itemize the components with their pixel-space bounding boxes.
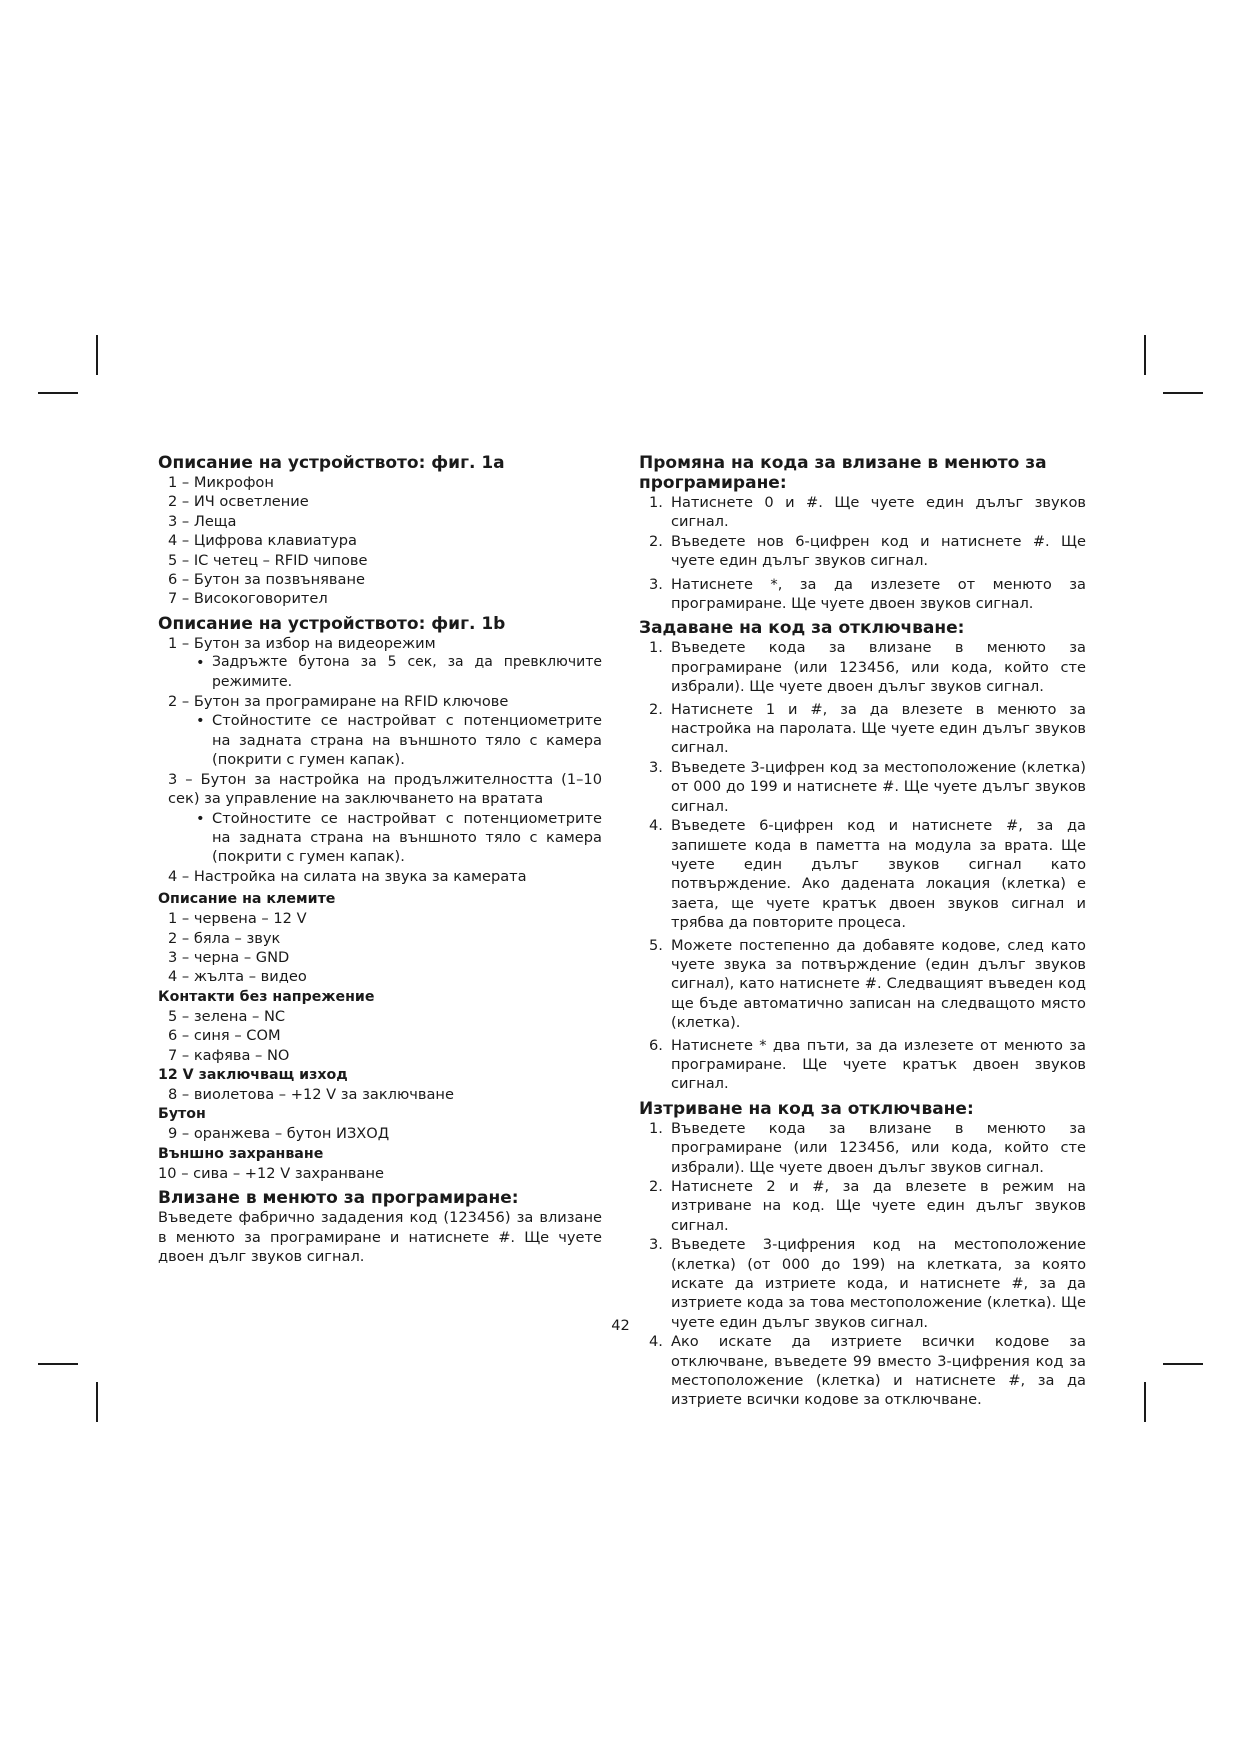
item-number: 4.	[649, 817, 663, 835]
numbered-item	[639, 532, 1086, 571]
heading-lock-output: 12 V заключващ изход	[158, 1066, 348, 1083]
crop-mark	[96, 1382, 98, 1422]
heading-terminals: Описание на клемите	[158, 891, 336, 908]
numbered-item	[639, 700, 1086, 758]
list-item: 3 – черна – GND	[168, 948, 290, 966]
item-number: 5.	[649, 936, 663, 954]
list-item: 1 – Бутон за избор на видеорежим	[168, 634, 436, 652]
item-text: Натиснете 1 и #, за да влезете в менюто за настройка на паролата. Ще чуете един дълъг звуков сигнал.	[671, 700, 1086, 757]
crop-mark	[1144, 335, 1146, 375]
bullet-text: Стойностите се настройват с потенциометрите на задната страна на външното тяло с камера (покрити с гумен капак).	[212, 809, 602, 866]
item-text: Ако искате да изтриете всички кодове за отключване, въведете 99 вместо 3-цифрения код за местоположение (клетка) и натиснете #, за да изтриете всички кодове за отключване.	[671, 1333, 1086, 1409]
list-item: 5 – зелена – NC	[168, 1007, 286, 1025]
numbered-item	[639, 638, 1086, 696]
heading-fig1b: Описание на устройството: фиг. 1b	[158, 613, 506, 634]
item-number: 3.	[649, 758, 663, 776]
item-number: 6.	[649, 1036, 663, 1054]
numbered-item	[639, 1036, 1086, 1094]
list-item: 5 – IC четец – RFID чипове	[168, 551, 368, 569]
fig1a-list	[158, 473, 602, 609]
list-item: 2 – ИЧ осветление	[168, 493, 309, 511]
item-text: Въведете кода за влизане в менюто за програмиране (или 123456, или кода, който сте избрали). Ще чуете двоен дълъг звуков сигнал.	[671, 1119, 1086, 1176]
paragraph: Въведете фабрично зададения код (123456) за влизане в менюто за програмиране и натиснете #. Ще чуете двоен дълг звуков сигнал.	[158, 1209, 602, 1265]
dry-contacts-list	[158, 1007, 602, 1065]
numbered-item	[639, 816, 1086, 932]
item-number: 3.	[649, 1236, 663, 1254]
heading-button: Бутон	[158, 1106, 206, 1123]
bullet-item	[158, 809, 602, 867]
item-number: 4.	[649, 1333, 663, 1351]
list-item: 6 – Бутон за позвъняване	[168, 571, 365, 589]
list-item: 4 – жълта – видео	[168, 968, 307, 986]
heading-dry-contacts: Контакти без напрежение	[158, 988, 375, 1005]
bullet-item	[158, 711, 602, 769]
item-number: 2.	[649, 700, 663, 718]
list-item: 7 – Високоговорител	[168, 590, 328, 608]
bullet-text: Стойностите се настройват с потенциометрите на задната страна на външното тяло с камера (покрити с гумен капак).	[212, 712, 602, 769]
heading-set-code: Задаване на код за отключване:	[639, 618, 965, 639]
crop-mark	[1163, 1363, 1203, 1365]
numbered-item	[639, 758, 1086, 816]
item-number: 2.	[649, 1178, 663, 1195]
item-text: Натиснете 0 и #. Ще чуете един дълъг звуков сигнал.	[671, 494, 1086, 531]
numbered-item	[639, 936, 1086, 1033]
heading-external-power: Външно захранване	[158, 1145, 324, 1162]
bullet-icon: •	[196, 809, 205, 827]
item-text: Въведете 3-цифрен код за местоположение (клетка) от 000 до 199 и натиснете #. Ще чуете дълъг звуков сигнал.	[671, 758, 1086, 815]
item-number: 1.	[649, 494, 663, 511]
numbered-item	[639, 575, 1086, 614]
item-text: Въведете 6-цифрен код и натиснете #, за да запишете кода в паметта на модула за врата. Ще чуете един дълъг звуков сигнал като потвърждение. Ако дадената локация (клетка) е заета, ще чуете кратък двоен звуков сигнал и трябва да повторите процеса.	[671, 817, 1086, 932]
numbered-item	[639, 1119, 1086, 1177]
list-item: 7 – кафява – NO	[168, 1046, 290, 1064]
item-number: 3.	[649, 575, 663, 593]
list-item: 1 – червена – 12 V	[168, 910, 307, 928]
terminal-list	[158, 909, 602, 987]
crop-mark	[1144, 1382, 1146, 1422]
item-text: Натиснете 2 и #, за да влезете в режим на изтриване на код. Ще чуете един дълъг звуков сигнал.	[671, 1178, 1086, 1234]
list-item: 4 – Настройка на силата на звука за камерата	[168, 867, 527, 885]
left-column	[158, 453, 602, 1266]
crop-mark	[38, 392, 78, 394]
item-text: Натиснете *, за да излезете от менюто за програмиране. Ще чуете двоен звуков сигнал.	[671, 575, 1086, 613]
heading-change-code: Промяна на кода за влизане в менюто за програмиране:	[639, 453, 1047, 493]
list-item: 10 – сива – +12 V захранване	[158, 1164, 384, 1182]
list-item: 6 – синя – COM	[168, 1027, 281, 1045]
heading-enter-menu: Влизане в менюто за програмиране:	[158, 1188, 519, 1209]
numbered-item	[639, 493, 1086, 532]
list-item: 1 – Микрофон	[168, 474, 274, 491]
item-number: 1.	[649, 1119, 663, 1137]
item-number: 1.	[649, 639, 663, 657]
numbered-item	[639, 1332, 1086, 1410]
list-item: 2 – бяла – звук	[168, 929, 281, 947]
heading-fig1a: Описание на устройството: фиг. 1a	[158, 453, 505, 473]
crop-mark	[96, 335, 98, 375]
item-text: Можете постепенно да добавяте кодове, след като чуете звука за потвърждение (един дълъг звуков сигнал), като натиснете #. Следващият въведен код ще бъде автоматично записан на следващото място (клетка).	[671, 936, 1086, 1032]
list-item: 9 – оранжева – бутон ИЗХОД	[168, 1125, 390, 1143]
item-text: Въведете 3-цифрения код на местоположение (клетка) (от 000 до 199) на клетката, за която искате да изтриете кода, и натиснете #, за да изтриете кода за това местоположение (клетка). Ще чуете един дълъг звуков сигнал.	[671, 1236, 1086, 1331]
page-number: 42	[611, 1317, 630, 1334]
list-item: 3 – Бутон за настройка на продължителността (1–10 сек) за управление на заключването на вратата	[168, 770, 602, 808]
numbered-item	[639, 1177, 1086, 1235]
list-item: 4 – Цифрова клавиатура	[168, 532, 357, 550]
crop-mark	[38, 1363, 78, 1365]
item-number: 2.	[649, 532, 663, 550]
bullet-icon: •	[196, 712, 205, 730]
crop-mark	[1163, 392, 1203, 394]
right-column	[639, 453, 1086, 1410]
item-text: Натиснете * два пъти, за да излезете от менюто за програмиране. Ще чуете кратък двоен звуков сигнал.	[671, 1036, 1086, 1093]
heading-delete-code: Изтриване на код за отключване:	[639, 1098, 974, 1119]
item-text: Въведете кода за влизане в менюто за програмиране (или 123456, или кода, който сте избрали). Ще чуете двоен дълъг звуков сигнал.	[671, 639, 1086, 696]
list-item: 2 – Бутон за програмиране на RFID ключове	[168, 693, 509, 711]
bullet-text: Задръжте бутона за 5 сек, за да превключите режимите.	[212, 654, 602, 690]
bullet-item	[158, 653, 602, 692]
item-text: Въведете нов 6-цифрен код и натиснете #. Ще чуете един дълъг звуков сигнал.	[671, 532, 1086, 570]
bullet-icon: •	[196, 654, 205, 672]
list-item: 8 – виолетова – +12 V за заключване	[168, 1085, 454, 1103]
list-item: 3 – Леща	[168, 512, 237, 530]
